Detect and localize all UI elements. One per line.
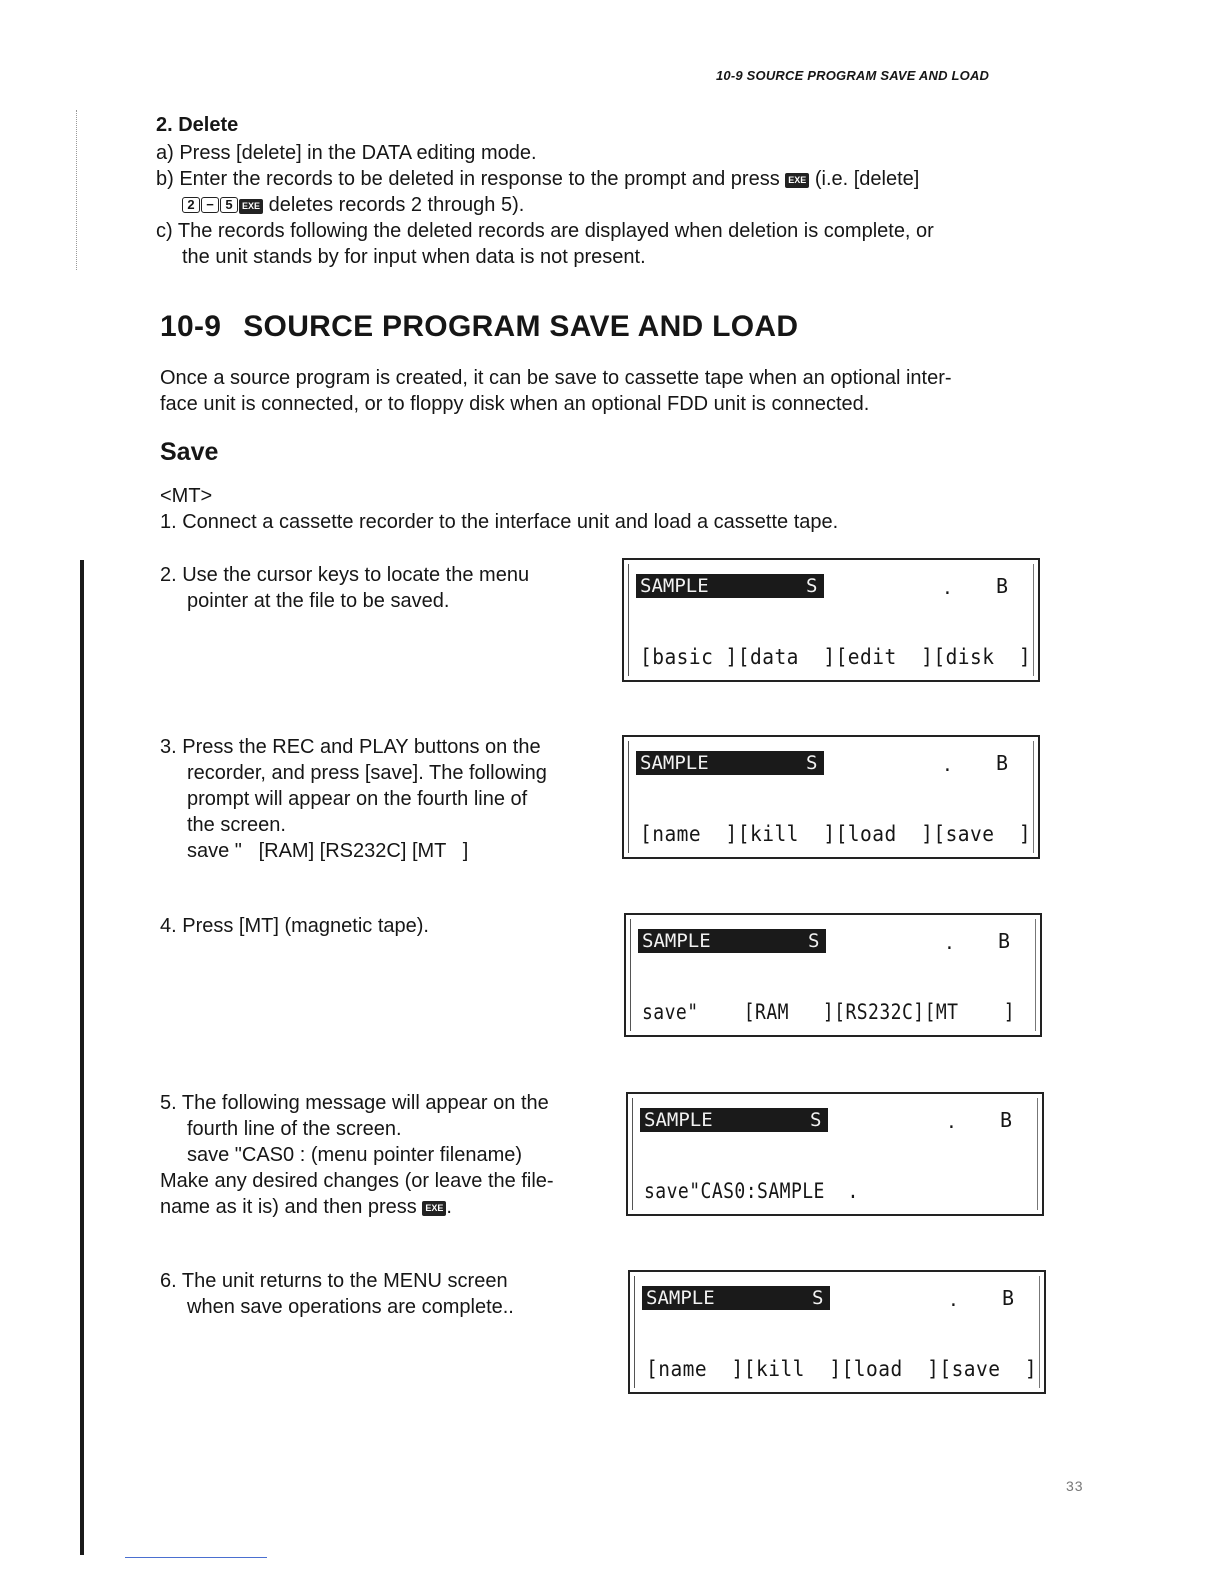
delete-step-b-text: b) Enter the records to be deleted in response to the prompt and press bbox=[156, 168, 780, 190]
lcd-highlight-bar bbox=[636, 574, 824, 598]
delete-step-b bbox=[156, 166, 919, 192]
exe-key-icon: EXE bbox=[239, 199, 263, 214]
save-step-1: 1. Connect a cassette recorder to the interface unit and load a cassette tape. bbox=[160, 511, 839, 533]
delete-step-b-line2: deletes records 2 through 5). bbox=[268, 194, 525, 216]
save-step-4: 4. Press [MT] (magnetic tape). bbox=[160, 915, 429, 937]
save-step-3-line3: prompt will appear on the fourth line of bbox=[187, 788, 528, 810]
lcd-filetype: S bbox=[810, 1109, 822, 1131]
section-title: SOURCE PROGRAM SAVE AND LOAD bbox=[243, 310, 799, 343]
save-step-5-line4: Make any desired changes (or leave the file- bbox=[160, 1170, 554, 1192]
lcd-screen-disk-menu bbox=[622, 735, 1040, 859]
mt-label: <MT> bbox=[160, 485, 213, 507]
lcd-filetype: S bbox=[812, 1287, 824, 1309]
save-step-5-line3: save "CAS0 : (menu pointer filename) bbox=[187, 1144, 523, 1166]
delete-step-b-cont bbox=[182, 192, 524, 218]
lcd-function-line: save" [RAM ][RS232C][MT ] bbox=[642, 1000, 1016, 1024]
delete-heading: 2. Delete bbox=[156, 114, 239, 136]
section-intro-line2: face unit is connected, or to floppy disk when an optional FDD unit is connected. bbox=[160, 393, 870, 415]
lcd-indicator: B bbox=[996, 574, 1009, 598]
lcd-dot: . bbox=[944, 933, 955, 954]
lcd-indicator: B bbox=[998, 929, 1011, 953]
lcd-screen-menu-return bbox=[628, 1270, 1046, 1394]
delete-step-c-cont: the unit stands by for input when data is not present. bbox=[182, 246, 646, 268]
save-step-3-line4: the screen. bbox=[187, 814, 286, 836]
save-heading: Save bbox=[160, 438, 219, 466]
save-step-5-line5 bbox=[160, 1194, 452, 1220]
lcd-function-line: save"CAS0:SAMPLE . bbox=[644, 1179, 859, 1203]
lcd-filename: SAMPLE bbox=[640, 752, 709, 774]
lcd-highlight-bar bbox=[636, 751, 824, 775]
lcd-function-line: [name ][kill ][load ][save ] bbox=[646, 1357, 1038, 1381]
binding-dots bbox=[76, 110, 78, 270]
lcd-dot: . bbox=[942, 578, 953, 599]
binding-edge bbox=[80, 560, 84, 1555]
key-5-icon: 5 bbox=[220, 197, 238, 213]
lcd-indicator: B bbox=[1002, 1286, 1015, 1310]
lcd-screen-menu bbox=[622, 558, 1040, 682]
lcd-filetype: S bbox=[806, 575, 818, 597]
lcd-dot: . bbox=[942, 755, 953, 776]
lcd-indicator: B bbox=[1000, 1108, 1013, 1132]
key-2-icon: 2 bbox=[182, 197, 200, 213]
lcd-function-line: [name ][kill ][load ][save ] bbox=[640, 822, 1032, 846]
delete-step-b-suffix: (i.e. [delete] bbox=[814, 168, 920, 190]
footer-rule bbox=[125, 1557, 267, 1558]
lcd-filename: SAMPLE bbox=[644, 1109, 713, 1131]
save-step-2-line1: 2. Use the cursor keys to locate the menu bbox=[160, 564, 530, 586]
delete-step-a: a) Press [delete] in the DATA editing mode. bbox=[156, 142, 537, 164]
lcd-filetype: S bbox=[806, 752, 818, 774]
lcd-function-line: [basic ][data ][edit ][disk ] bbox=[640, 645, 1032, 669]
exe-key-icon: EXE bbox=[422, 1201, 446, 1216]
key-minus-icon: − bbox=[201, 197, 219, 213]
lcd-filename: SAMPLE bbox=[646, 1287, 715, 1309]
lcd-screen-save-cas0 bbox=[626, 1092, 1044, 1216]
lcd-highlight-bar bbox=[640, 1108, 828, 1132]
lcd-filename: SAMPLE bbox=[640, 575, 709, 597]
save-step-3-line5: save " [RAM] [RS232C] [MT ] bbox=[187, 840, 469, 862]
lcd-filename: SAMPLE bbox=[642, 930, 711, 952]
lcd-indicator: B bbox=[996, 751, 1009, 775]
save-step-5-line2: fourth line of the screen. bbox=[187, 1118, 402, 1140]
delete-step-c: c) The records following the deleted records are displayed when deletion is complete, or bbox=[156, 220, 934, 242]
section-heading bbox=[160, 310, 798, 344]
save-step-5-line5-end: . bbox=[446, 1196, 452, 1218]
lcd-dot: . bbox=[946, 1112, 957, 1133]
lcd-highlight-bar bbox=[642, 1286, 830, 1310]
lcd-dot: . bbox=[948, 1290, 959, 1311]
save-step-5-line1: 5. The following message will appear on the bbox=[160, 1092, 549, 1114]
save-step-6-line2: when save operations are complete.. bbox=[187, 1296, 514, 1318]
lcd-highlight-bar bbox=[638, 929, 826, 953]
save-step-6-line1: 6. The unit returns to the MENU screen bbox=[160, 1270, 508, 1292]
section-number: 10-9 bbox=[160, 310, 222, 343]
section-intro-line1: Once a source program is created, it can be save to cassette tape when an optional inter- bbox=[160, 367, 952, 389]
running-head: 10-9 SOURCE PROGRAM SAVE AND LOAD bbox=[716, 68, 990, 83]
lcd-screen-save-prompt bbox=[624, 913, 1042, 1037]
save-step-3-line1: 3. Press the REC and PLAY buttons on the bbox=[160, 736, 541, 758]
exe-key-icon: EXE bbox=[785, 173, 809, 188]
page-number: 33 bbox=[1066, 1478, 1084, 1494]
save-step-2-line2: pointer at the file to be saved. bbox=[187, 590, 450, 612]
lcd-filetype: S bbox=[808, 930, 820, 952]
save-step-5-line5-text: name as it is) and then press bbox=[160, 1196, 417, 1218]
save-step-3-line2: recorder, and press [save]. The following bbox=[187, 762, 547, 784]
